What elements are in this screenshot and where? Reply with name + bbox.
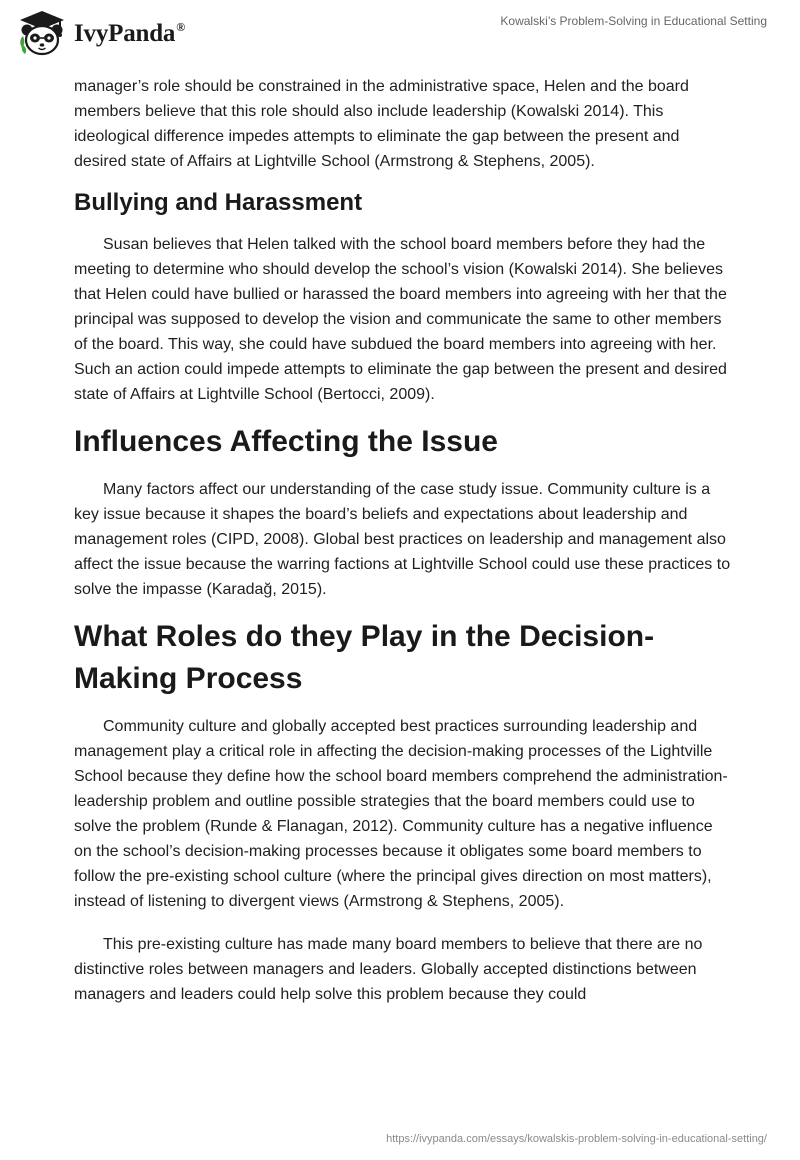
- paragraph-roles-2: This pre-existing culture has made many board members to believe that there are no distinctive roles between managers and leaders. Globally accepted distinctions between managers and leaders could help solve this problem because they could: [74, 936, 703, 1003]
- brand-name: IvyPanda®: [74, 20, 185, 47]
- ivypanda-logo[interactable]: [16, 8, 185, 60]
- document-title: Kowalski’s Problem-Solving in Educational Setting: [500, 14, 767, 28]
- heading-influences: Influences Affecting the Issue: [74, 425, 498, 458]
- paragraph-bullying: Susan believes that Helen talked with the school board members before they had the meeting to determine who should develop the school’s vision (Kowalski 2014). She believes that Helen could have bullied or harassed the board members into agreeing with her that the principal was supposed to develop the vision and communicate the same to other members of the board. This way, she could have subdued the board members into agreeing with her. Such an action could impede attempts to eliminate the gap between the present and desired state of Affairs at Lightville School (Bertocci, 2009).: [74, 236, 727, 403]
- essay-body: [74, 74, 734, 1007]
- panda-logo-icon: [16, 8, 68, 60]
- paragraph-intro: manager’s role should be constrained in the administrative space, Helen and the board members believe that this role should also include leadership (Kowalski 2014). This ideological difference impedes attempts to eliminate the gap between the present and desired state of Affairs at Lightville School (Armstrong & Stephens, 2005).: [74, 78, 689, 170]
- paragraph-influences: Many factors affect our understanding of the case study issue. Community culture is a key issue because it shapes the board’s beliefs and expectations about leadership and management roles (CIPD, 2008). Global best practices on leadership and management also affect the issue because the warring factions at Lightville School could use these practices to solve the impasse (Karadağ, 2015).: [74, 481, 731, 598]
- page-header: [0, 0, 800, 70]
- heading-bullying-and-harassment: Bullying and Harassment: [74, 189, 363, 216]
- heading-roles: What Roles do they Play in the Decision-Making Process: [74, 620, 655, 695]
- source-url[interactable]: https://ivypanda.com/essays/kowalskis-problem-solving-in-educational-setting/: [386, 1133, 767, 1145]
- paragraph-roles-1: Community culture and globally accepted best practices surrounding leadership and management play a critical role in affecting the decision-making processes of the Lightville School because they define how the school board members comprehend the administration-leadership problem and outline possible strategies that the board members could use to solve the problem (Runde & Flanagan, 2012). Community culture has a negative influence on the school’s decision-making processes because it obligates some board members to follow the pre-existing school culture (where the principal gives direction on most matters), instead of listening to divergent views (Armstrong & Stephens, 2005).: [74, 718, 728, 910]
